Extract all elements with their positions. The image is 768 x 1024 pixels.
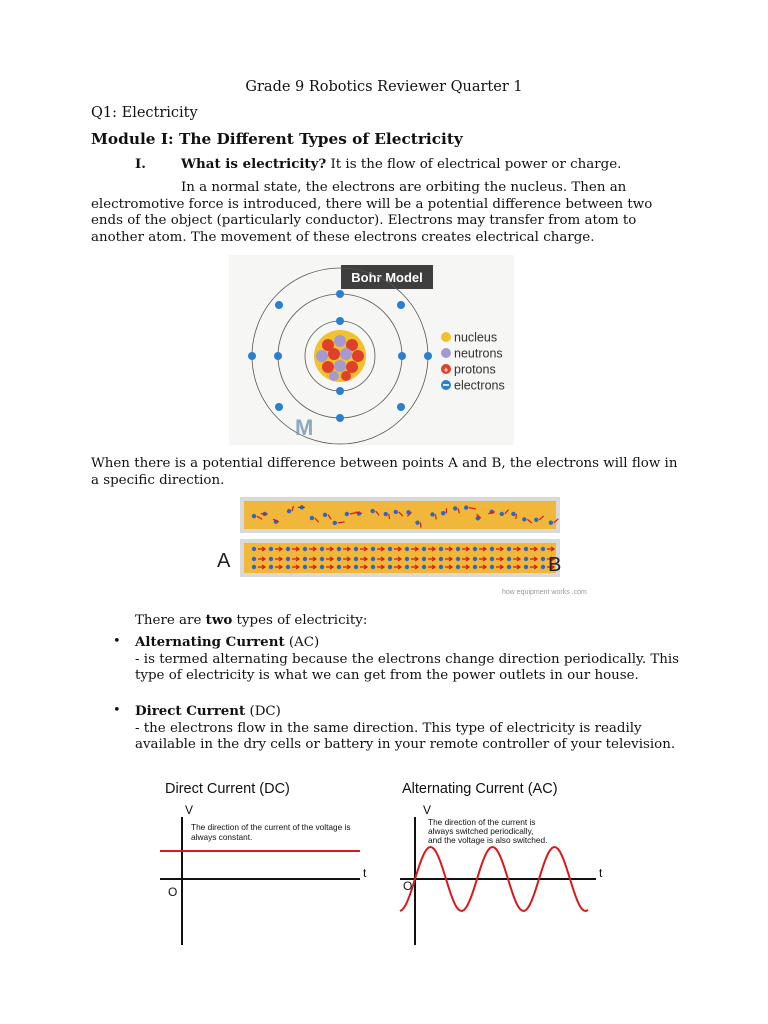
electron-dot: [490, 565, 494, 569]
electron-dot: [384, 512, 388, 516]
bullet-ac-abbr: (AC): [284, 635, 320, 650]
electron-dot: [269, 557, 273, 561]
electron-dot: [252, 565, 256, 569]
point-a-label: A: [217, 550, 231, 572]
electron-dot: [524, 557, 528, 561]
section-heading: What is electricity?: [181, 156, 327, 172]
wire-top: [244, 501, 556, 529]
bullet-ac-symbol: •: [113, 634, 121, 649]
bullet-dc-symbol: •: [113, 703, 121, 718]
electron-dot: [320, 547, 324, 551]
electron-dot: [473, 565, 477, 569]
electron-dot: [541, 547, 545, 551]
ac-t-label: t: [599, 866, 603, 880]
electron-dot: [456, 557, 460, 561]
electron-dot: [439, 557, 443, 561]
electron-dot: [422, 557, 426, 561]
electron-dot: [388, 565, 392, 569]
dc-v-label: V: [185, 803, 194, 817]
electron-dot: [405, 557, 409, 561]
minus-icon: [443, 384, 449, 386]
dc-origin-label: O: [168, 885, 178, 899]
electron-dot: [370, 509, 374, 513]
electron-dot: [524, 565, 528, 569]
electron-dot: [439, 565, 443, 569]
types-intro-after: types of electricity:: [232, 613, 368, 628]
electron-dot: [388, 557, 392, 561]
electron-dot: [456, 565, 460, 569]
electron-dot: [354, 547, 358, 551]
electron-dot: [405, 565, 409, 569]
legend-label-neutrons: neutrons: [454, 346, 503, 361]
electron-flow-figure: [212, 493, 587, 599]
bullet-dc-name: Direct Current: [135, 703, 246, 719]
bullet-dc-abbr: (DC): [245, 704, 281, 719]
plus-icon: +: [443, 365, 449, 375]
electron-dot: [287, 509, 291, 513]
electron-dot: [337, 547, 341, 551]
module-heading: Module I: The Different Types of Electricity: [91, 130, 463, 148]
electron-dot: [541, 565, 545, 569]
bullet-ac: [135, 634, 680, 685]
legend-swatch-neutrons: [441, 348, 451, 358]
electron-dot: [522, 517, 526, 521]
electron-dot: [286, 557, 290, 561]
electron-dot: [252, 547, 256, 551]
electron-dot: [388, 547, 392, 551]
electron-dot: [534, 518, 538, 522]
electron-dot: [337, 565, 341, 569]
electron-dot: [252, 514, 256, 518]
bullet-dc-title-line: [135, 703, 680, 721]
random-arrow: [516, 514, 517, 519]
electron-dot: [464, 505, 468, 509]
electron-dot: [394, 510, 398, 514]
electron-dot: [439, 547, 443, 551]
ac-graph-title: Alternating Current (AC): [402, 781, 558, 797]
legend-swatch-nucleus: [441, 332, 451, 342]
electron-dot: [541, 557, 545, 561]
wire-watermark: how equipment works .com: [502, 589, 587, 596]
bullet-dc-desc: - the electrons flow in the same direction. This type of electricity is readily available in the dry cells or battery in your remote controller of your television.: [135, 720, 676, 753]
electron-dot: [453, 506, 457, 510]
dc-graph: [160, 775, 380, 950]
ac-note-line3: and the voltage is also switched.: [428, 835, 548, 845]
document-title: Grade 9 Robotics Reviewer Quarter 1: [245, 79, 523, 95]
dc-note-line1: The direction of the current of the voltage is: [191, 822, 351, 832]
dc-graph-title: Direct Current (DC): [165, 781, 290, 797]
electron-dot: [354, 557, 358, 561]
ac-v-label: V: [423, 803, 432, 817]
electron-dot: [323, 513, 327, 517]
bullet-ac-desc: - is termed alternating because the electrons change direction periodically. This type of electricity is what we can get from the power outlets in our house.: [135, 651, 680, 684]
electron-dot: [507, 547, 511, 551]
ac-origin-label: O: [403, 879, 413, 893]
electron-dot: [286, 547, 290, 551]
bohr-title: Bohr Model: [351, 270, 423, 285]
quarter-heading: Q1: Electricity: [91, 105, 198, 121]
point-b-label: B: [548, 554, 562, 576]
electron-dot: [371, 557, 375, 561]
legend-label-electrons: electrons: [454, 378, 505, 393]
legend-label-nucleus: nucleus: [454, 330, 498, 345]
electron-dot: [456, 547, 460, 551]
electron-dot: [269, 547, 273, 551]
bullet-dc: [135, 703, 680, 754]
electron-dot: [303, 547, 307, 551]
electron-dot: [286, 565, 290, 569]
electron-dot: [320, 557, 324, 561]
types-intro-bold: two: [205, 612, 233, 628]
bullet-ac-title-line: [135, 634, 680, 652]
dc-t-label: t: [363, 866, 367, 880]
electron-dot: [490, 547, 494, 551]
electron-dot: [310, 516, 314, 520]
electron-dot: [333, 521, 337, 525]
ac-graph: [398, 775, 616, 950]
section-heading-line: [181, 156, 621, 174]
types-intro-before: There are: [135, 613, 206, 628]
electron-dot: [371, 547, 375, 551]
ac-note-line1: The direction of the current is: [428, 817, 536, 827]
electron-dot: [430, 512, 434, 516]
electron-dot: [345, 512, 349, 516]
electron-dot: [511, 512, 515, 516]
electron-dot: [500, 512, 504, 516]
electron-dot: [415, 520, 419, 524]
legend-label-protons: protons: [454, 362, 496, 377]
electron-dot: [422, 565, 426, 569]
electron-dot: [490, 557, 494, 561]
electron-dot: [524, 547, 528, 551]
random-arrow: [389, 514, 390, 519]
bohr-watermark-logo: M: [295, 415, 314, 440]
electron-dot: [507, 565, 511, 569]
electron-dot: [549, 520, 553, 524]
electron-dot: [320, 565, 324, 569]
bohr-model-figure: [229, 255, 514, 445]
electron-dot: [303, 565, 307, 569]
electron-dot: [507, 557, 511, 561]
ac-note-line2: always switched periodically,: [428, 826, 534, 836]
section-text: It is the flow of electrical power or charge.: [326, 157, 622, 172]
dc-note-line2: always constant.: [191, 832, 253, 842]
electron-dot: [354, 565, 358, 569]
electron-dot: [422, 547, 426, 551]
electron-dot: [269, 565, 273, 569]
electron-dot: [337, 557, 341, 561]
bullet-ac-name: Alternating Current: [135, 634, 285, 650]
random-arrow: [436, 514, 437, 519]
section-number: I.: [135, 156, 146, 172]
electron-dot: [405, 547, 409, 551]
electron-dot: [371, 565, 375, 569]
electron-dot: [473, 547, 477, 551]
electron-dot: [473, 557, 477, 561]
paragraph-potential-difference: When there is a potential difference between points A and B, the electrons will flow in a specific direction.: [91, 456, 678, 488]
types-intro: [135, 612, 367, 630]
paragraph-electrons: In a normal state, the electrons are orbiting the nucleus. Then an electromotive force is introduced, there will be a potential difference between two ends of the object (particularly conductor). Electrons may transfer from atom to another atom. The movement of these electrons creates electrical charge.: [91, 180, 653, 245]
electron-dot: [303, 557, 307, 561]
electron-dot: [252, 557, 256, 561]
electron-dot: [441, 511, 445, 515]
